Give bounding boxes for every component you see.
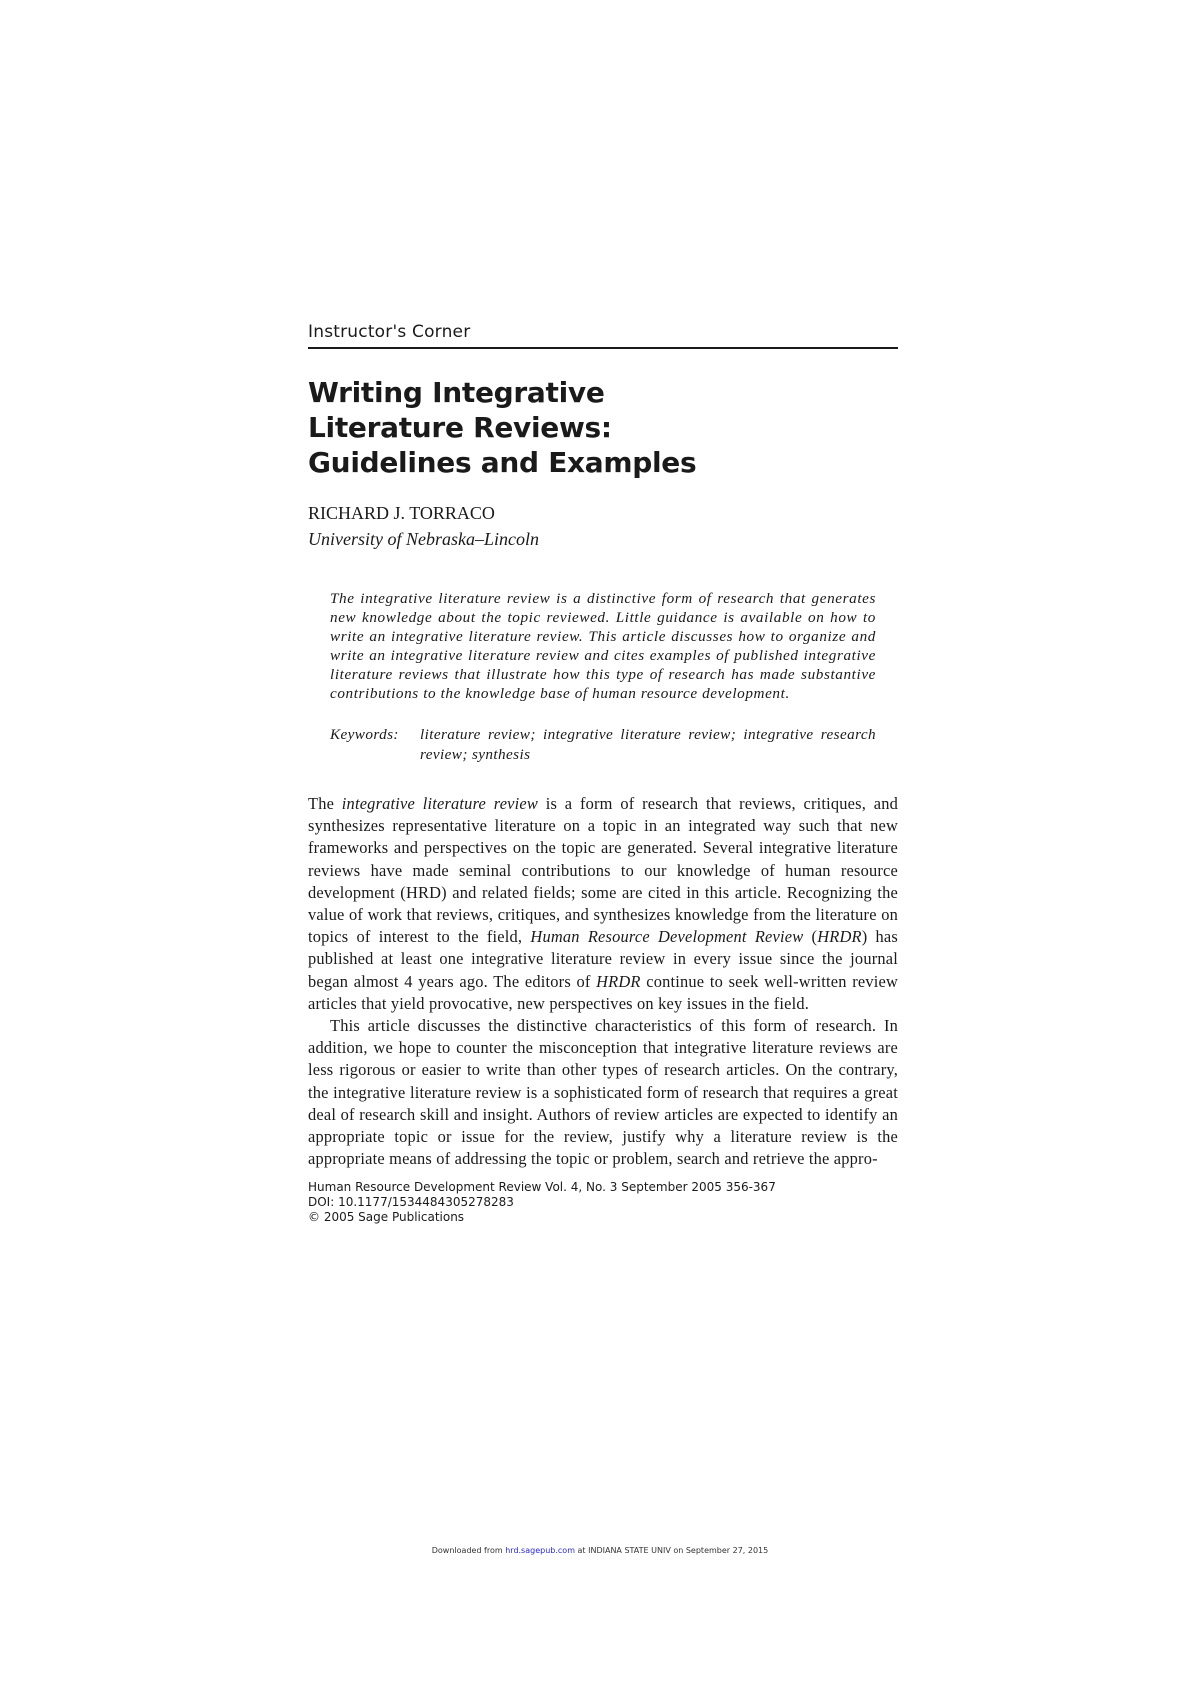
article-title <box>308 375 898 480</box>
body-paragraph-1 <box>308 793 898 1015</box>
publication-footnote <box>308 1180 898 1225</box>
p1-part2: is a form of research that reviews, critiques, and synthesizes representative literature on a topic in an integrated way such that new frameworks and perspectives on the topic are generated. Several integrative literature reviews have made seminal contributions to our knowledge of human resource development (HRD) and related fields; some are cited in this article. Recognizing the value of work that reviews, critiques, and synthesizes knowledge from the literature on topics of interest to the field, <box>308 794 898 947</box>
p1-part5: continue to seek well-written review articles that yield provocative, new perspectives on key issues in the field. <box>308 971 898 1013</box>
section-label: Instructor's Corner <box>308 320 898 349</box>
p1-intro: The <box>308 794 342 813</box>
author-name: RICHARD J. TORRACO <box>308 503 495 523</box>
body-paragraph-2: This article discusses the distinctive characteristics of this form of research. In addition, we hope to counter the misconception that integrative literature reviews are less rigorous or easier to write than other types of research articles. On the contrary, the integrative literature review is a sophisticated form of research that requires a great deal of research skill and insight. Authors of review articles are expected to identify an appropriate topic or issue for the review, justify why a literature review is the appropriate means of addressing the topic or problem, search and retrieve the appro- <box>308 1016 898 1169</box>
p1-part4: ) has published at least one integrative literature review in every issue since the journal began almost 4 years ago. The editors of <box>308 927 898 991</box>
citation-line: Human Resource Development Review Vol. 4, No. 3 September 2005 356-367 <box>308 1180 776 1195</box>
copyright-line: © 2005 Sage Publications <box>308 1210 465 1225</box>
p1-abbr2: HRDR <box>596 971 641 991</box>
author-affiliation: University of Nebraska–Lincoln <box>308 529 539 549</box>
download-link[interactable]: hrd.sagepub.com <box>505 1546 575 1555</box>
abstract: The integrative literature review is a distinctive form of research that generates new knowledge about the topic reviewed. Little guidance is available on how to write an integrative literature review. This article discusses how to organize and write an integrative literature review and cites examples of published integrative literature reviews that illustrate how this type of research has made substantive contributions to the knowledge base of human resource development. <box>330 590 876 702</box>
title-line-2: Literature Reviews: <box>308 411 612 444</box>
p1-part3: ( <box>803 927 818 947</box>
body-text <box>308 793 898 1170</box>
p1-journal: Human Resource Development Review <box>530 927 804 947</box>
title-line-1: Writing Integrative <box>308 376 605 409</box>
p1-abbr: HRDR <box>817 927 862 947</box>
p1-term: integrative literature review <box>341 794 539 813</box>
download-prefix: Downloaded from <box>431 1546 506 1555</box>
article-page <box>308 320 898 1225</box>
keywords-text: literature review; integrative literature review; integrative research review; synthesis <box>420 726 876 763</box>
download-suffix: at INDIANA STATE UNIV on September 27, 2015 <box>574 1546 769 1555</box>
download-notice <box>0 1546 1200 1555</box>
keywords-label: Keywords: <box>330 726 399 743</box>
keywords <box>330 725 876 765</box>
title-line-3: Guidelines and Examples <box>308 446 697 479</box>
doi-line: DOI: 10.1177/1534484305278283 <box>308 1195 514 1210</box>
